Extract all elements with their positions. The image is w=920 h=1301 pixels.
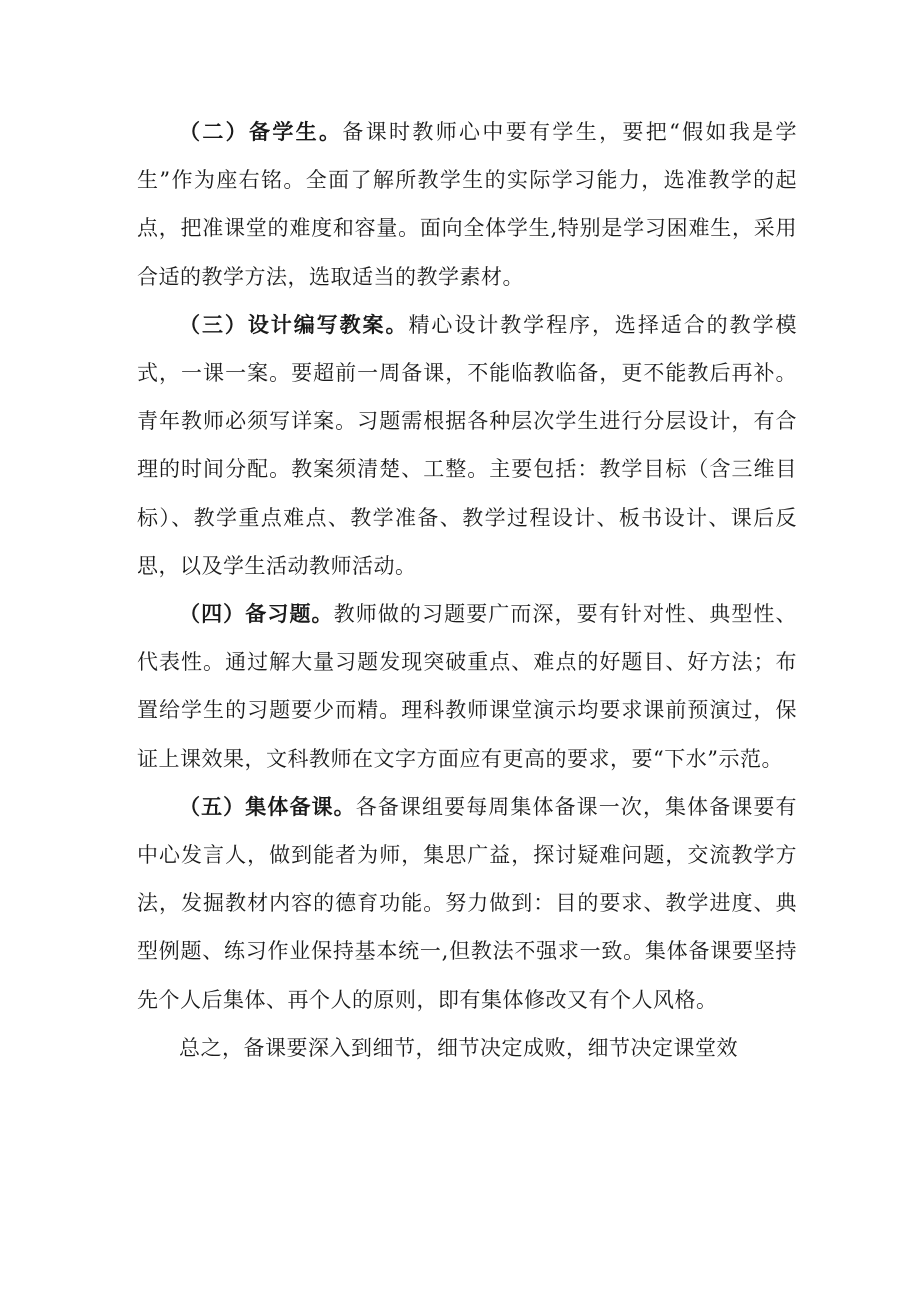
paragraph-collective-prep [137,783,797,1024]
paragraph-summary [137,1024,797,1072]
paragraph-heading: （五）集体备课。 [179,793,356,819]
document-body [137,108,797,1072]
paragraph-text: 备课时教师心中要有学生，要把“假如我是学生”作为座右铭。全面了解所教学生的实际学习能力，选准教学的起点，把准课堂的难度和容量。面向全体学生,特别是学习困难生，采用合适的教学方法，选取适当的教学素材。 [137,120,797,289]
paragraph-text: 各备课组要每周集体备课一次，集体备课要有中心发言人，做到能者为师，集思广益，探讨疑难问题，交流教学方法，发掘教材内容的德育功能。努力做到：目的要求、教学进度、典型例题、练习作业保持基本统一,但教法不强求一致。集体备课要坚持先个人后集体、再个人的原则，即有集体修改又有个人风格。 [137,794,798,1012]
paragraph-text: 精心设计教学程序，选择适合的教学模式，一课一案。要超前一周备课，不能临教临备，更不能教后再补。青年教师必须写详案。习题需根据各种层次学生进行分层设计，有合理的时间分配。教案须清楚、工整。主要包括：教学目标（含三维目标）、教学重点难点、教学准备、教学过程设计、板书设计、课后反思，以及学生活动教师活动。 [137,312,798,578]
paragraph-lesson-plan [137,301,797,590]
paragraph-heading: （四）备习题。 [179,601,334,627]
paragraph-heading: （三）设计编写教案。 [179,311,409,337]
paragraph-text: 教师做的习题要广而深，要有针对性、典型性、代表性。通过解大量习题发现突破重点、难点的好题目、好方法；布置给学生的习题要少而精。理科教师课堂演示均要求课前预演过，保证上课效果，文科教师在文字方面应有更高的要求，要“下水”示范。 [137,602,798,771]
paragraph-prepare-exercises [137,590,797,783]
paragraph-prepare-students [137,108,797,301]
paragraph-text: 总之，备课要深入到细节，细节决定成败，细节决定课堂效 [179,1035,738,1060]
paragraph-heading: （二）备学生。 [179,119,343,144]
